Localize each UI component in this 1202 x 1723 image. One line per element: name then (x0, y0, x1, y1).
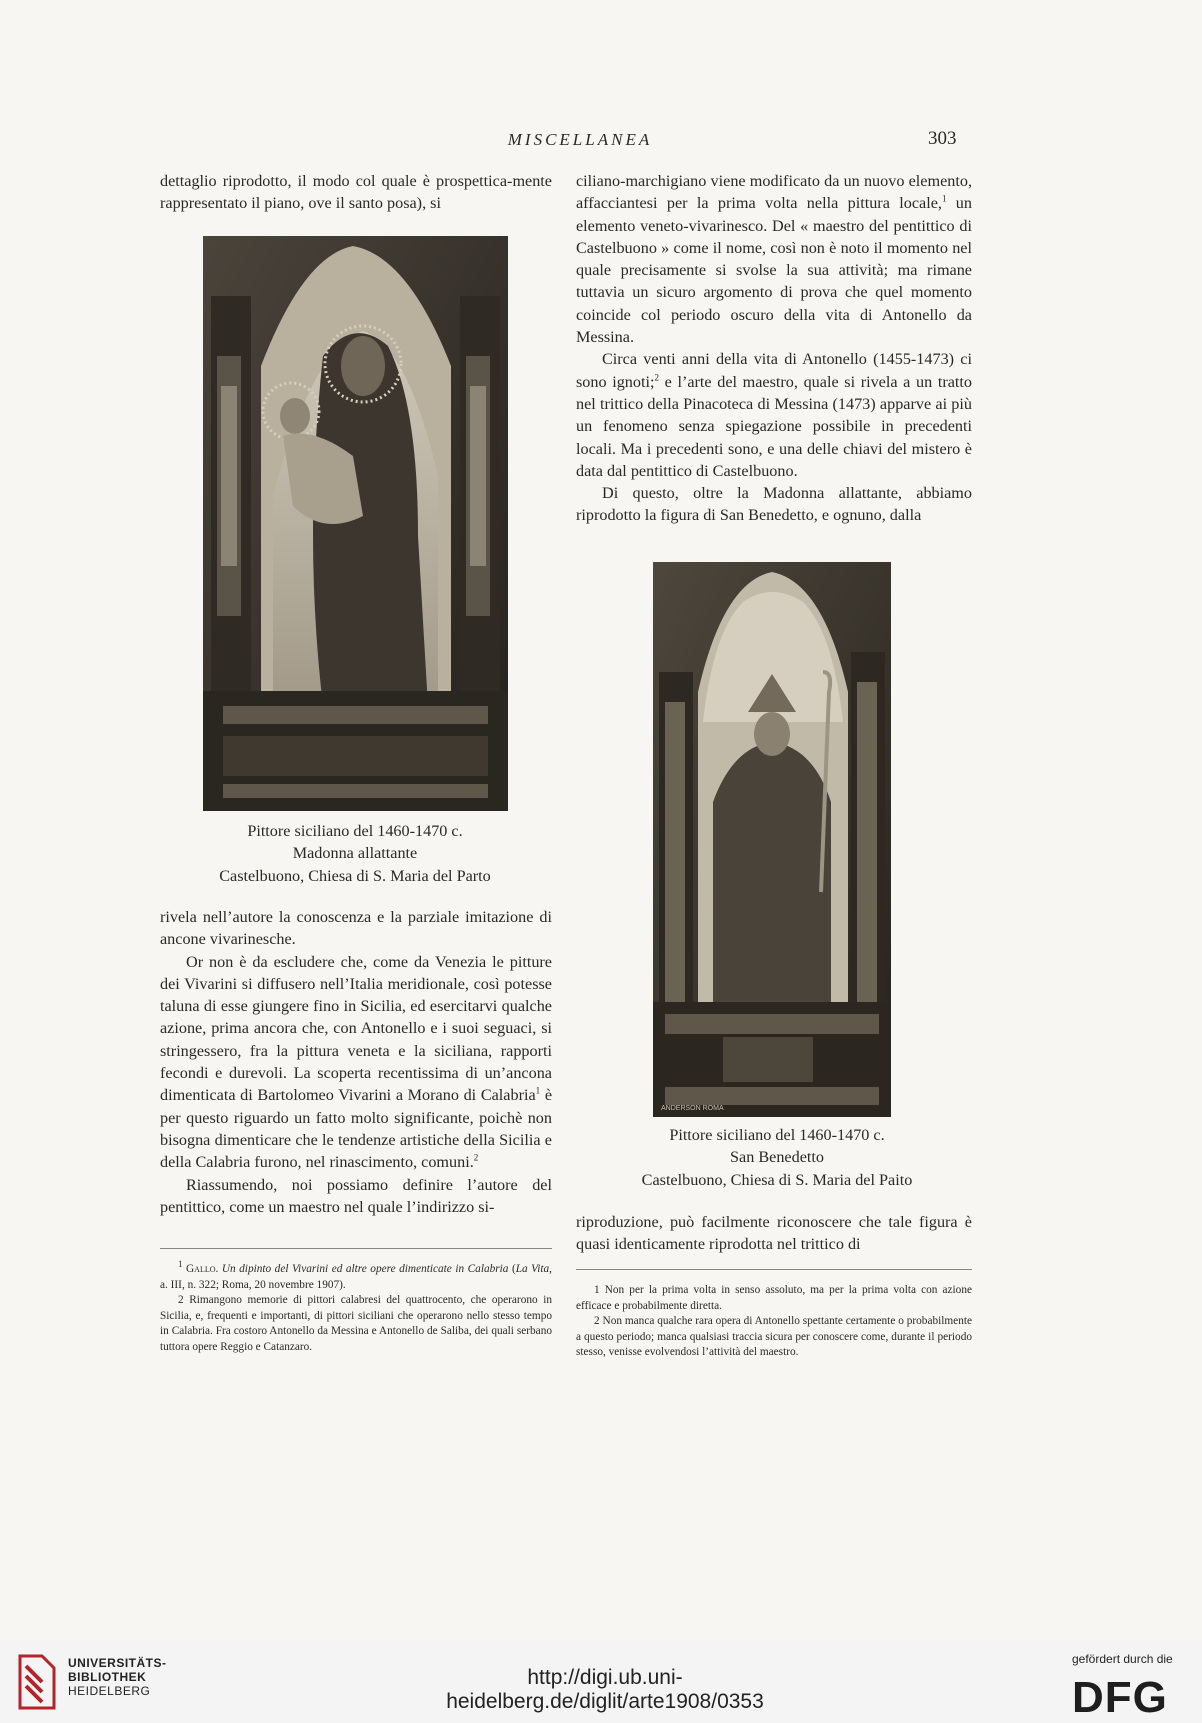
madonna-caption-line3: Castelbuono, Chiesa di S. Maria del Parto (219, 866, 491, 885)
right-bottom-paragraph: riproduzione, può facilmente riconoscere che tale figura è quasi identicamente riprodotta nel trittico di (576, 1213, 972, 1254)
dfg-logo-text: DFG (1072, 1673, 1168, 1716)
photo-credit: ANDERSON ROMA (661, 1105, 724, 1112)
left-p2-b: è per questo riguardo un fatto molto significante, poichè non bisogna dimenticare che le tendenze artistiche della Sicilia e della Calabria furono, nel rinascimento, comuni. (160, 1086, 552, 1172)
san-benedetto-caption-line2: San Benedetto (730, 1148, 824, 1167)
dfg-logo-icon (1070, 1672, 1182, 1716)
right-paragraph-3: Di questo, oltre la Madonna allattante, abbiamo riprodotto la figura di San Benedetto, e ognuno, dalla (576, 484, 972, 525)
san-benedetto-caption (592, 1124, 962, 1191)
left-fn1-num: 1 (178, 1259, 183, 1270)
left-top-paragraph: dettaglio riprodotto, il modo col quale è prospettica-mente rappresentato il piano, ove il santo posa), si (160, 172, 552, 213)
library-line2: BIBLIOTHEK (68, 1670, 147, 1684)
right-footnote-2: 2 Non manca qualche rara opera di Antonello spettante certamente o probabilmente a questo periodo; manca qualsiasi traccia sicura per conoscere come, durante il periodo stesso, venisse evolvendosi l’attività del maestro. (576, 1315, 972, 1359)
right-footnote-1: 1 Non per la prima volta in senso assoluto, ma per la prima volta con azione efficace e probabilmente diretta. (576, 1284, 972, 1312)
san-benedetto-caption-line1: Pittore siciliano del 1460-1470 c. (669, 1126, 885, 1144)
left-footnote-2: 2 Rimangono memorie di pittori calabresi del quattrocento, che operarono in Sicilia, e, frequenti e importanti, di pittori siciliani che operarono nello stesso tempo in Calabria. Fra costoro Antonello da Messina e Antonello de Saliba, dei quali serbano tuttora opere Reggio e Catanzaro. (160, 1294, 552, 1353)
left-paragraph-2 (160, 951, 552, 1174)
right-column-bottom (576, 1211, 972, 1256)
right-p2-a: Circa venti anni della vita di Antonello (1455-1473) ci sono ignoti; (576, 350, 972, 391)
right-p2-b: e l’arte del maestro, quale si rivela a un tratto nel trittico della Pinacoteca di Messina (1473) apparve ai più un fenomeno senza spiegazione possibile in precedenti locali. Ma i precedenti sono, e una delle chiavi del mistero è data dal pentittico di Castelbuono. (576, 372, 972, 480)
san-benedetto-illustration (653, 562, 891, 1117)
left-footnote-rule (160, 1248, 552, 1249)
madonna-caption-line2: Madonna allattante (292, 844, 418, 863)
san-benedetto-photo (653, 562, 891, 1117)
left-fn1-journal: La Vita (515, 1263, 550, 1275)
left-footnotes (160, 1259, 552, 1356)
left-fn1-author: Gallo. (186, 1263, 219, 1275)
library-name (68, 1656, 167, 1698)
left-paragraph-3: Riassumendo, noi possiamo definire l’autore del pentittico, come un maestro nel quale l’indirizzo si- (160, 1175, 552, 1216)
left-footnote-1: $^1$ Gallo. Un dipinto del Vivarini ed altre opere dimenticate in Calabria (La Vita, a. III, n. 322; Roma, 20 novembre 1907). (160, 1259, 552, 1291)
left-paragraph-1: rivela nell’autore la conoscenza e la parziale imitazione di ancone vivarinesche. (160, 908, 552, 949)
funded-by-label: gefördert durch die (1072, 1652, 1173, 1666)
left-fn1-title: Un dipinto del Vivarini ed altre opere dimenticate in Calabria (221, 1263, 509, 1275)
page-number: 303 (928, 128, 957, 149)
library-line3: HEIDELBERG (68, 1684, 151, 1698)
left-p2-a: Or non è da escludere che, come da Venezia le pitture dei Vivarini si diffusero nell’Italia meridionale, così potesse taluna di esse giungere fino in Sicilia, ed esercitarvi qualche azione, prima ancora che, con Antonello e i suoi seguaci, si stringessero, fra la pittura veneta e la siciliana, rapporti fecondi e durevoli. La scoperta recentissima di un’ancona dimenticata di Bartolomeo Vivarini a Morano di Calabria (160, 952, 552, 1105)
madonna-photo (203, 236, 508, 811)
left-p2-sup2: 2 (473, 1152, 479, 1163)
madonna-caption (170, 820, 540, 887)
right-paragraph-1 (576, 170, 972, 348)
madonna-illustration (203, 236, 508, 811)
right-p2-sup: 2 (654, 372, 659, 383)
left-column-top (160, 170, 552, 215)
right-p1-a: ciliano-marchigiano viene modificato da un nuovo elemento, affacciantesi per la prima volta nella pittura locale, (576, 172, 972, 213)
right-paragraph-2 (576, 348, 972, 482)
right-footnotes (576, 1283, 972, 1361)
permalink[interactable]: http://digi.ub.uni-heidelberg.de/diglit/arte1908/0353 (446, 1666, 764, 1713)
right-column-top (576, 170, 972, 527)
running-title: MISCELLANEA (507, 130, 653, 149)
madonna-caption-line1: Pittore siciliano del 1460-1470 c. (247, 822, 463, 840)
left-p2-sup1: 1 (535, 1085, 541, 1096)
library-line1: UNIVERSITÄTS- (68, 1656, 167, 1670)
right-footnote-rule (576, 1269, 972, 1270)
san-benedetto-caption-line3: Castelbuono, Chiesa di S. Maria del Paito (641, 1170, 913, 1189)
left-column-bottom (160, 906, 552, 1218)
right-p1-sup: 1 (941, 193, 947, 204)
right-p1-b: un elemento veneto-vivarinesco. Del « maestro del pentittico di Castelbuono » come il nome, così non è noto il momento nel quale precisamente si svolse la sua attività; ma rimane tuttavia un sicuro argomento di prova che quel momento coincide col periodo oscuro della vita di Antonello da Messina. (576, 194, 972, 347)
university-library-logo-icon (12, 1652, 62, 1712)
left-fn1-rest: a. III, n. 322; Roma, 20 novembre 1907). (160, 1278, 346, 1291)
